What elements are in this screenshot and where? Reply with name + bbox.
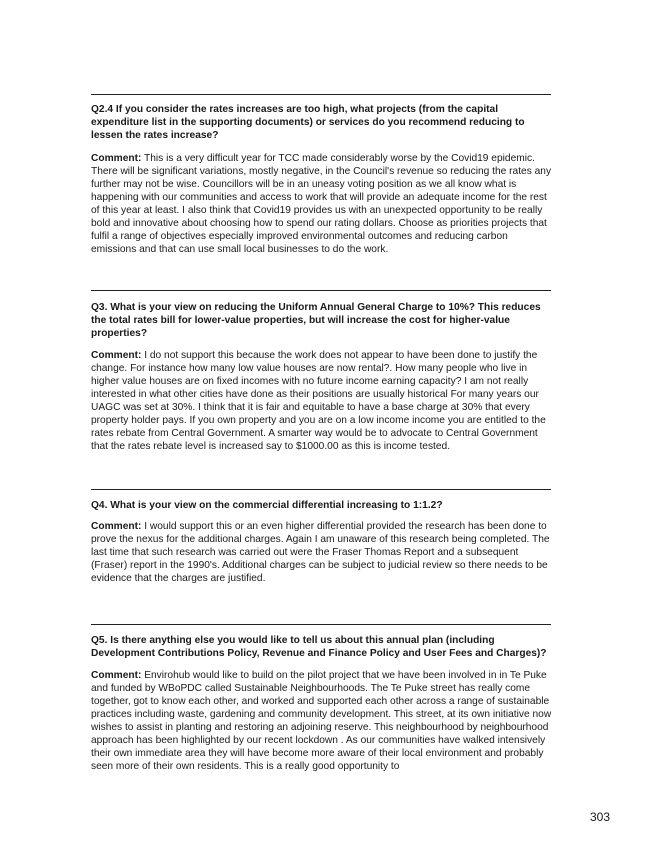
comment-q4: [91, 520, 553, 585]
comment-q3: [91, 349, 553, 453]
comment-label: Comment:: [91, 521, 142, 532]
section-divider: [91, 489, 551, 490]
question-q2-4: Q2.4 If you consider the rates increases are too high, what projects (from the capital expenditure list in the supporting documents) or services do you recommend reducing to lessen the rates increase?: [91, 104, 525, 141]
section-divider: [91, 94, 551, 95]
question-q3: Q3. What is your view on reducing the Uniform Annual General Charge to 10%? This reduces the total rates bill for lower-value properties, but will increase the cost for higher-value properties?: [91, 302, 541, 339]
comment-label: Comment:: [91, 350, 142, 361]
comment-label: Comment:: [91, 670, 142, 681]
section-divider: [91, 624, 551, 625]
comment-text: This is a very difficult year for TCC made considerably worse by the Covid19 epidemic. There will be significant variations, mostly negative, in the Council's revenue so reducing the rates any further may not be wise. Councillors will be in an uneasy voting position as we all know what is happening with our communities and access to work that will provide an adequate income for the rest of this year at least. I also think that Covid19 provides us with an unexpected opportunity to be really bold and innovative about choosing how to spend our rating dollars. Choose as priorities projects that fulfil a range of objectives especially improved environmental outcomes and reducing carbon emissions and that can use small local businesses to do the work.: [91, 153, 552, 255]
question-q4: Q4. What is your view on the commercial differential increasing to 1:1.2?: [91, 500, 443, 511]
comment-text: Envirohub would like to build on the pilot project that we have been involved in in Te Puke and funded by WBoPDC called Sustainable Neighbourhoods. The Te Puke street has really come together, got to know each other, and worked and supported each other across a range of sustainable practices including waste, gardening and community development. This street, at its own initiative now wishes to assist in planting and restoring an adjoining reserve. This neighbourhood by neighbourhood approach has been highlighted by our recent lockdown . As our communities have walked intensively their own immediate area they will have become more aware of their local environment and probably seen more of their own residents. This is a really good opportunity to: [91, 670, 552, 772]
comment-text: I do not support this because the work does not appear to have been done to justify the change. For instance how many low value houses are now rental?. How many people who live in higher value houses are on fixed incomes with no future income earning capacity? I am not really interested in what other cities have done as their positions are usually historical For many years our UAGC was set at 30%. I think that it is fair and equitable to have a base charge at 30% that every property holder pays. If you own property and you are on a low income income you are entitled to the rates rebate from Central Government. A smarter way would be to advocate to Central Government that the rates rebate level is increased say to $1000.00 as this is income tested.: [91, 350, 546, 452]
section-divider: [91, 290, 551, 291]
comment-q2-4: [91, 152, 553, 256]
comment-label: Comment:: [91, 153, 142, 164]
page-number: 303: [589, 810, 610, 824]
comment-text: I would support this or an even higher differential provided the research has been done to prove the nexus for the additional charges. Again I am unaware of this research being completed. The last time that such research was carried out were the Fraser Thomas Report and a subsequent (Fraser) report in the 1990's. Additional charges can be subject to judicial review so there needs to be evidence that the charges are justified.: [91, 521, 550, 584]
comment-q5: [91, 669, 553, 773]
question-q5: Q5. Is there anything else you would like to tell us about this annual plan (including Development Contributions Policy, Revenue and Finance Policy and User Fees and Charges)?: [91, 635, 547, 659]
